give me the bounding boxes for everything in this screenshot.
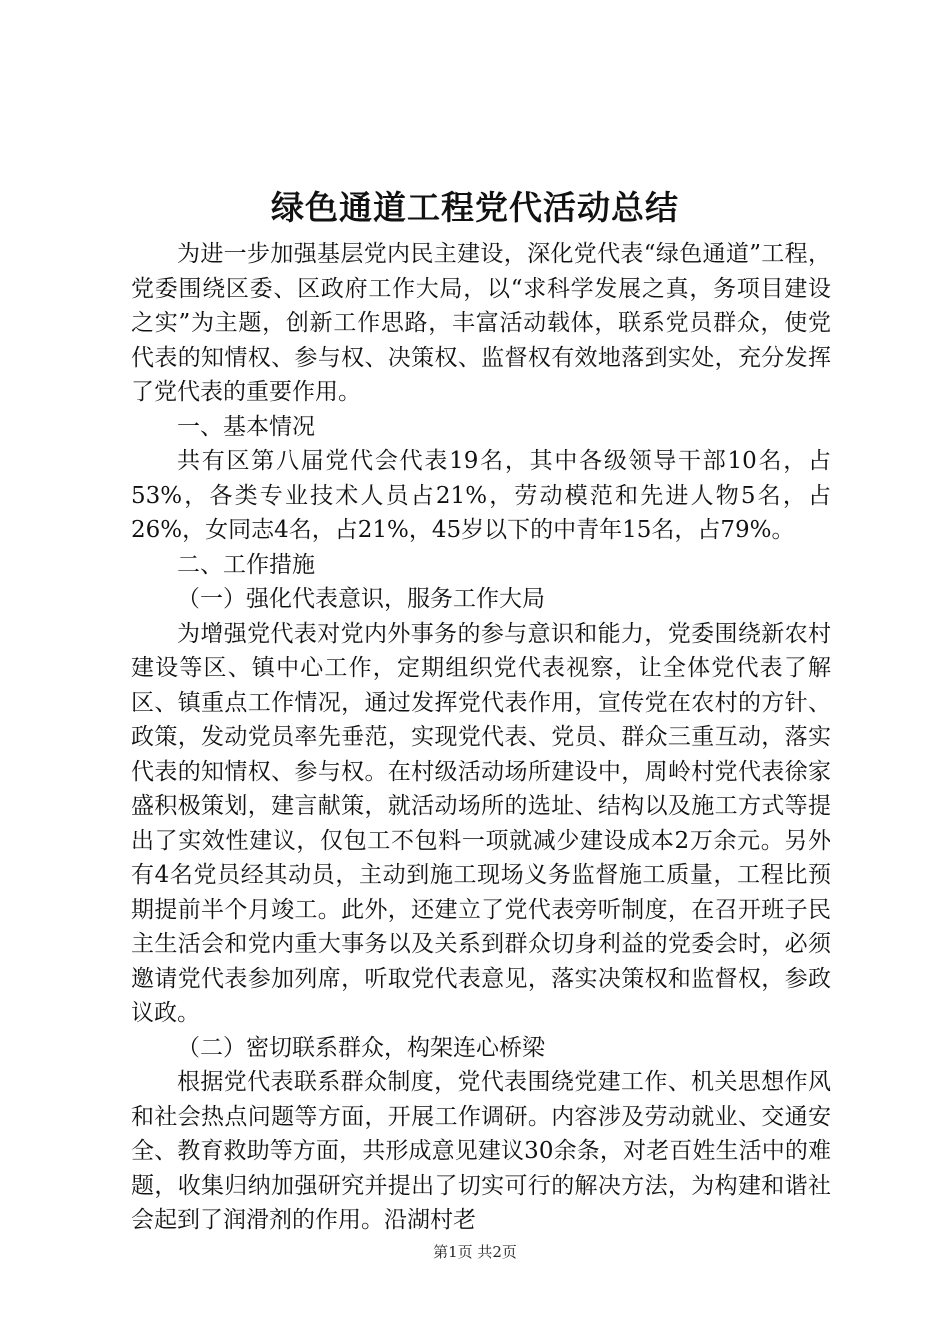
basic-situation-paragraph: 共有区第八届党代会代表19名，其中各级领导干部10名，占53%，各类专业技术人员占21%，劳动模范和先进人物5名，占26%，女同志4名，占21%，45岁以下的中青年15名，占79%。 (131, 448, 831, 543)
subsection-2-paragraph: 根据党代表联系群众制度，党代表围绕党建工作、机关思想作风和社会热点问题等方面，开展工作调研。内容涉及劳动就业、交通安全、教育救助等方面，共形成意见建议30余条，对老百姓生活中的难题，收集归纳加强研究并提出了切实可行的解决方法，为构建和谐社会起到了润滑剂的作用。沿湖村老 (131, 1069, 831, 1233)
document-body (131, 237, 831, 1238)
subsection-1-paragraph: 为增强党代表对党内外事务的参与意识和能力，党委围绕新农村建设等区、镇中心工作，定期组织党代表视察，让全体党代表了解区、镇重点工作情况，通过发挥党代表作用，宣传党在农村的方针、政策，发动党员率先垂范，实现党代表、党员、群众三重互动，落实代表的知情权、参与权。在村级活动场所建设中，周岭村党代表徐家盛积极策划，建言献策，就活动场所的选址、结构以及施工方式等提出了实效性建议，仅包工不包料一项就减少建设成本2万余元。另外有4名党员经其动员，主动到施工现场义务监督施工质量，工程比预期提前半个月竣工。此外，还建立了党代表旁听制度，在召开班子民主生活会和党内重大事务以及关系到群众切身利益的党委会时，必须邀请党代表参加列席，听取党代表意见，落实决策权和监督权，参政议政。 (131, 620, 831, 1026)
subsection-heading-1: （一）强化代表意识，服务工作大局 (177, 586, 545, 612)
section-heading-basic-situation: 一、基本情况 (177, 413, 315, 440)
section-heading-work-measures: 二、工作措施 (177, 551, 315, 578)
document-title: 绿色通道工程党代活动总结 (271, 188, 679, 227)
page-footer: 第1页 共2页 (433, 1243, 517, 1261)
subsection-heading-2: （二）密切联系群众，构架连心桥梁 (177, 1034, 545, 1061)
intro-paragraph: 为进一步加强基层党内民主建设，深化党代表“绿色通道”工程，党委围绕区委、区政府工作大局，以“求科学发展之真，务项目建设之实”为主题，创新工作思路，丰富活动载体，联系党员群众，使党代表的知情权、参与权、决策权、监督权有效地落到实处，充分发挥了党代表的重要作用。 (131, 241, 831, 405)
